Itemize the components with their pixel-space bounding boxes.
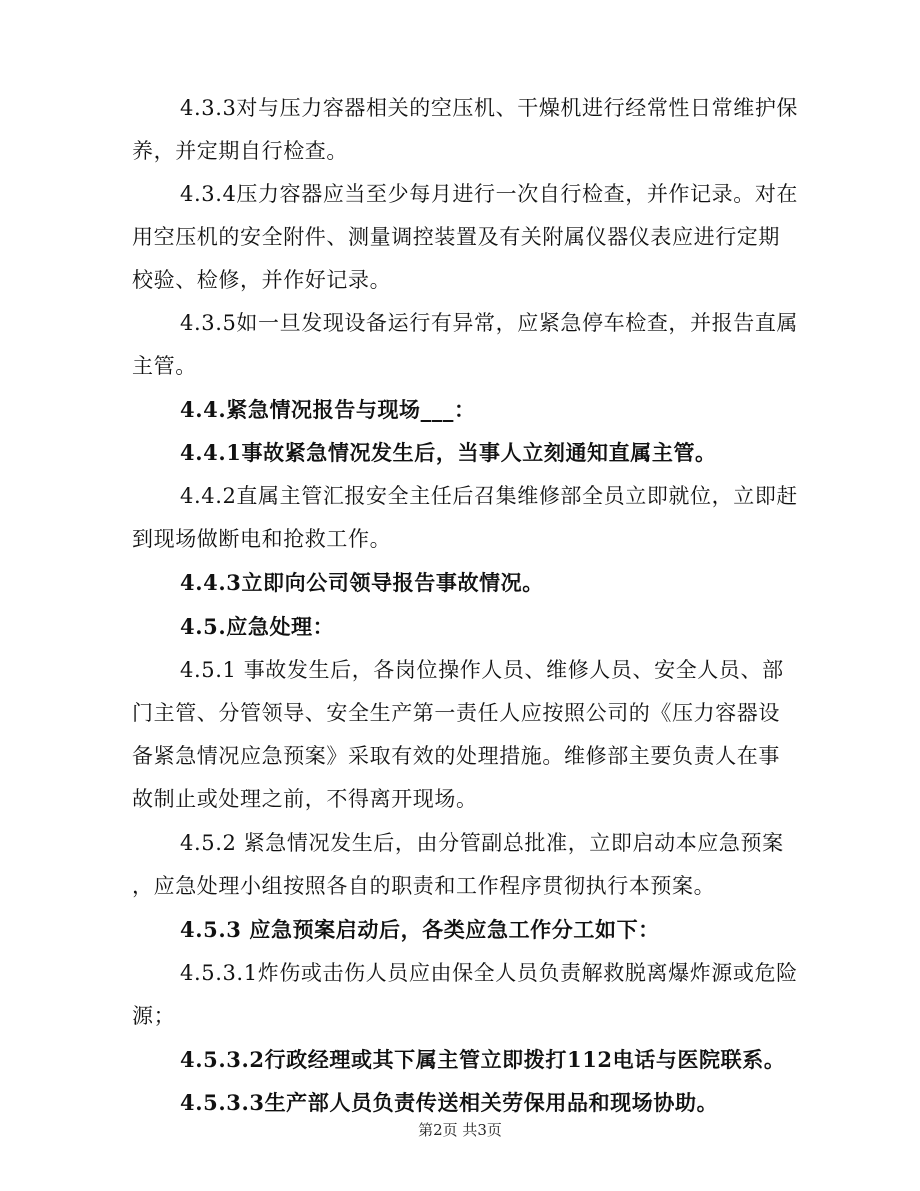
text-line: 4.4.2直属主管汇报安全主任后召集维修部全员立即就位，立即赶	[180, 484, 799, 508]
text-line: 故制止或处理之前，不得离开现场。	[132, 787, 478, 811]
text-line: 4.5.应急处理：	[180, 614, 335, 639]
text-line: 4.5.1 事故发生后，各岗位操作人员、维修人员、安全人员、部	[180, 658, 784, 682]
text-line: 源；	[132, 1004, 176, 1028]
text-line: 主管。	[132, 354, 197, 378]
text-line: 4.4.紧急情况报告与现场___：	[180, 397, 476, 422]
text-line: 4.5.3.2行政经理或其下属主管立即拨打112电话与医院联系。	[180, 1047, 786, 1072]
text-line: 用空压机的安全附件、测量调控装置及有关附属仪器仪表应进行定期	[132, 225, 780, 249]
text-line: 4.5.3 应急预案启动后，各类应急工作分工如下：	[180, 917, 660, 942]
text-line: 到现场做断电和抢救工作。	[132, 527, 392, 551]
text-line: 门主管、分管领导、安全生产第一责任人应按照公司的《压力容器设	[132, 701, 780, 725]
text-line: 4.3.4压力容器应当至少每月进行一次自行检查，并作记录。对在	[180, 182, 799, 206]
text-line: 备紧急情况应急预案》采取有效的处理措施。维修部主要负责人在事	[132, 744, 780, 768]
text-line: 4.4.1事故紧急情况发生后，当事人立刻通知直属主管。	[180, 440, 717, 465]
page-footer: 第2页 共3页	[418, 1121, 502, 1139]
text-line: 养，并定期自行检查。	[132, 139, 348, 163]
text-line: 4.3.5如一旦发现设备运行有异常，应紧急停车检查，并报告直属	[180, 311, 799, 335]
text-line: 4.5.3.1炸伤或击伤人员应由保全人员负责解救脱离爆炸源或危险	[180, 961, 798, 985]
text-line: 校验、检修，并作好记录。	[132, 268, 392, 292]
text-line: 4.5.3.3生产部人员负责传送相关劳保用品和现场协助。	[180, 1090, 719, 1115]
text-line: ，应急处理小组按照各自的职责和工作程序贯彻执行本预案。	[132, 874, 716, 898]
text-line: 4.4.3立即向公司领导报告事故情况。	[180, 570, 544, 595]
text-line: 4.3.3对与压力容器相关的空压机、干燥机进行经常性日常维护保	[180, 96, 799, 120]
text-line: 4.5.2 紧急情况发生后，由分管副总批准，立即启动本应急预案	[180, 831, 784, 855]
